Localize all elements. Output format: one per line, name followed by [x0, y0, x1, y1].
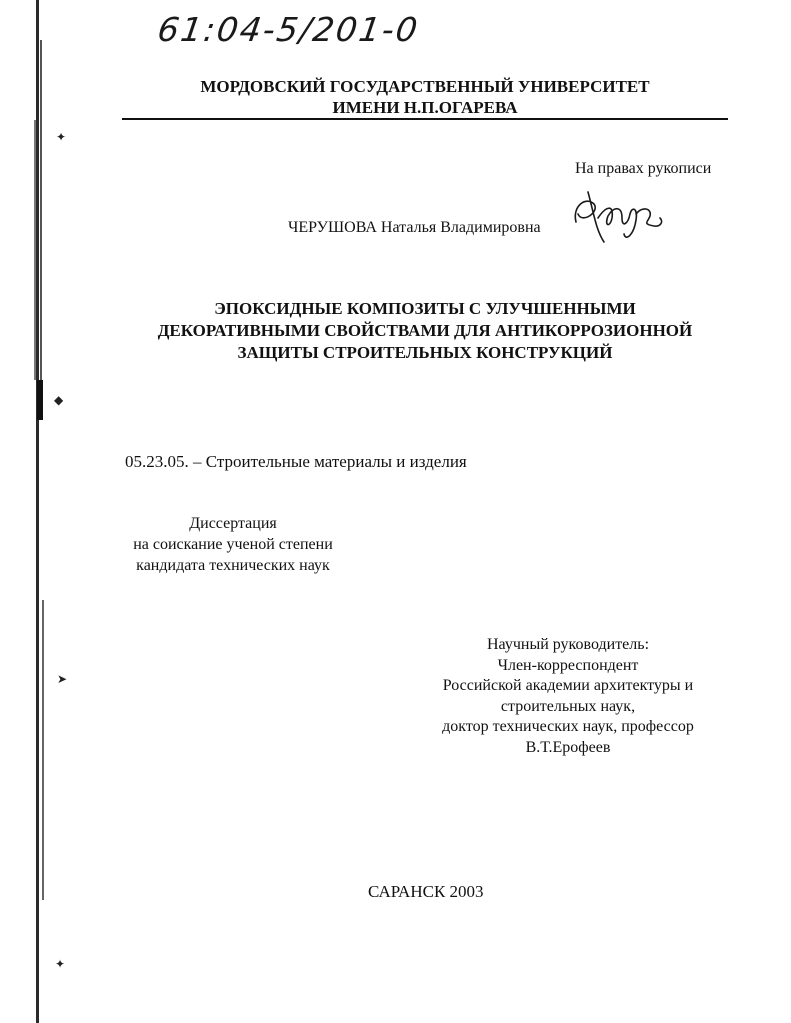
degree-line-3: кандидата технических наук: [136, 557, 330, 574]
scientific-advisor: [418, 635, 718, 758]
dissertation-title: [122, 298, 728, 364]
advisor-name: В.Т.Ерофеев: [525, 738, 611, 756]
degree-statement: [118, 513, 348, 576]
advisor-line-5: доктор технических наук, профессор: [442, 718, 694, 735]
manuscript-note: На правах рукописи: [575, 160, 712, 177]
scan-mark-4: ✦: [55, 957, 66, 971]
header-divider: [122, 118, 728, 120]
advisor-line-2: Член-корреспондент: [497, 656, 639, 674]
scan-mark-1: ✦: [56, 130, 67, 144]
city-year: САРАНСК 2003: [368, 882, 484, 901]
advisor-line-4: строительных наук,: [500, 697, 636, 715]
author-signature: [568, 184, 668, 246]
author-given-names: Наталья Владимировна: [380, 219, 541, 236]
university-line-1: МОРДОВСКИЙ ГОСУДАРСТВЕННЫЙ УНИВЕРСИТЕТ: [200, 77, 650, 96]
archive-code: 61:04-5/201-0: [155, 10, 422, 49]
university-line-2: ИМЕНИ Н.П.ОГАРЕВА: [332, 98, 518, 117]
author-surname: ЧЕРУШОВА: [288, 219, 377, 236]
scan-mark-3: ➤: [57, 672, 68, 686]
specialty-code: 05.23.05. – Строительные материалы и изделия: [125, 452, 467, 471]
advisor-line-1: Научный руководитель:: [486, 636, 650, 653]
title-line-1: ЭПОКСИДНЫЕ КОМПОЗИТЫ С УЛУЧШЕННЫМИ: [214, 299, 636, 318]
university-name: [122, 76, 728, 118]
degree-line-1: Диссертация: [189, 515, 277, 532]
degree-line-2: на соискание ученой степени: [133, 536, 333, 553]
title-line-3: ЗАЩИТЫ СТРОИТЕЛЬНЫХ КОНСТРУКЦИЙ: [237, 343, 613, 362]
title-line-2: ДЕКОРАТИВНЫМИ СВОЙСТВАМИ ДЛЯ АНТИКОРРОЗИОННОЙ: [157, 321, 693, 340]
advisor-line-3: Российской академии архитектуры и: [442, 677, 694, 694]
scan-mark-2: ◆: [54, 393, 64, 407]
scan-edge-artifact: [28, 0, 50, 1023]
author-name: [288, 219, 541, 237]
